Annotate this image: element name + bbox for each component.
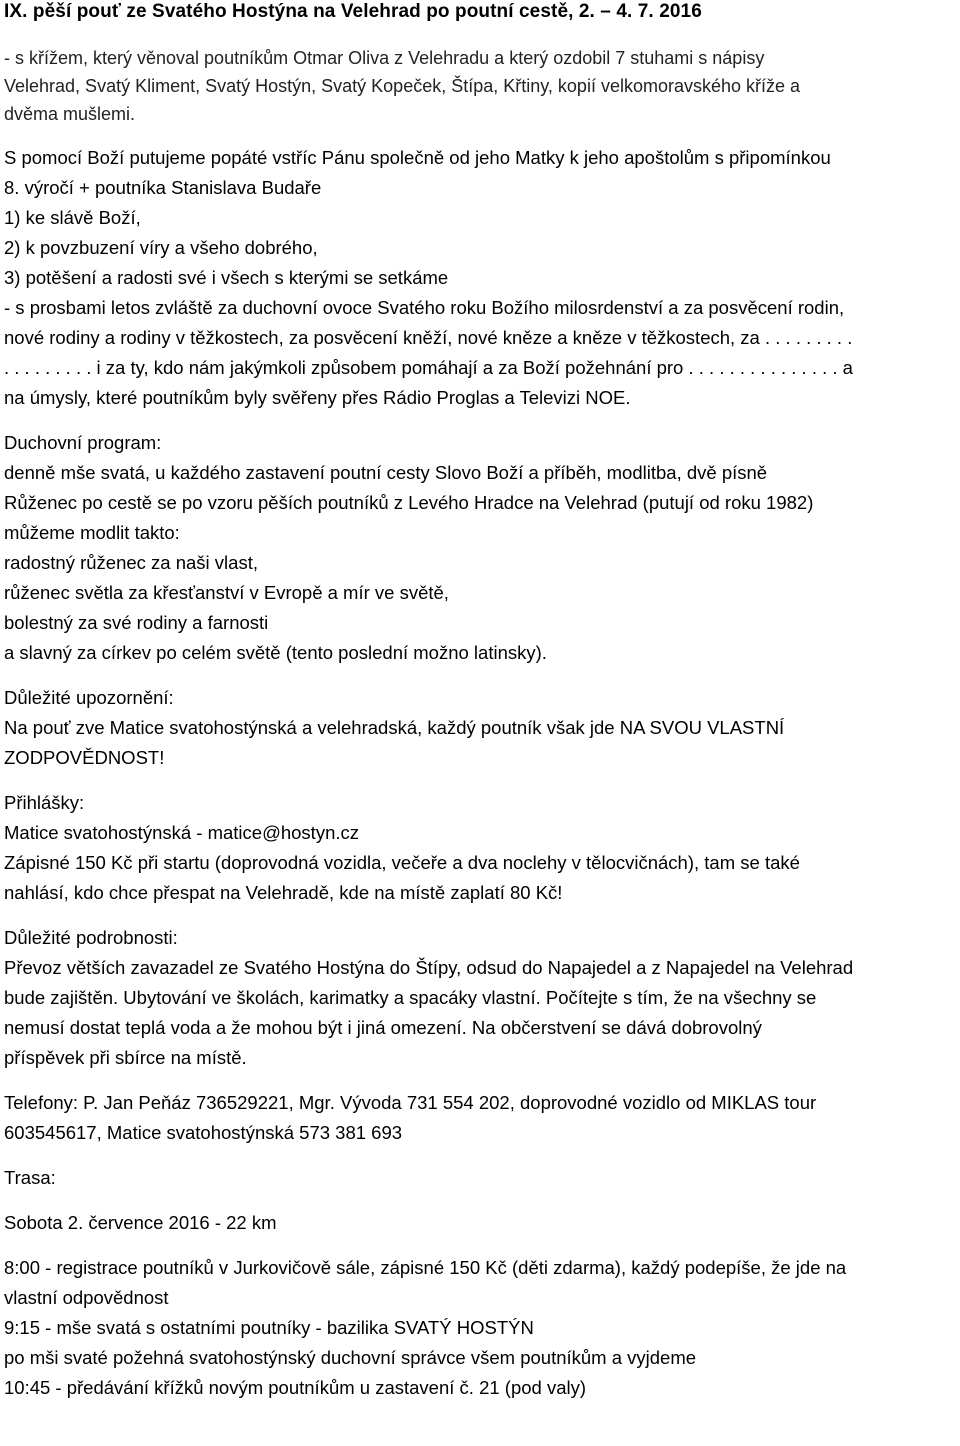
- schedule-line: 8:00 - registrace poutníků v Jurkovičově sále, zápisné 150 Kč (děti zdarma), každý podepíše, že jde na: [4, 1257, 847, 1278]
- schedule-line: 9:15 - mše svatá s ostatními poutníky - bazilika SVATÝ HOSTÝN: [4, 1317, 534, 1338]
- warning-line: Na pouť zve Matice svatohostýnská a velehradská, každý poutník však jde NA SVOU VLASTNÍ: [4, 717, 785, 738]
- registration-line: nahlásí, kdo chce přespat na Velehradě, kde na místě zaplatí 80 Kč!: [4, 882, 563, 903]
- schedule-line: 10:45 - předávání křížků novým poutníkům u zastavení č. 21 (pod valy): [4, 1377, 587, 1398]
- schedule-line: vlastní odpovědnost: [4, 1287, 169, 1308]
- warning-line: ZODPOVĚDNOST!: [4, 747, 165, 768]
- intro-line: dvěma mušlemi.: [4, 104, 136, 124]
- program-line: a slavný za církev po celém světě (tento poslední možno latinsky).: [4, 642, 547, 663]
- section-heading: Přihlášky:: [4, 792, 85, 813]
- intentions-line: nové rodiny a rodiny v těžkostech, za posvěcení kněží, nové kněze a kněze v těžkostech, za . . . . . . . . .: [4, 327, 853, 348]
- details-line: nemusí dostat teplá voda a že mohou být i jiná omezení. Na občerstvení se dává dobrovolný: [4, 1017, 762, 1038]
- intentions-line: 8. výročí + poutníka Stanislava Budaře: [4, 177, 322, 198]
- cross-description: [4, 44, 956, 128]
- registration-section: [4, 788, 956, 908]
- program-line: bolestný za své rodiny a farnosti: [4, 612, 269, 633]
- program-line: růženec světla za křesťanství v Evropě a mír ve světě,: [4, 582, 449, 603]
- intentions-line: 1) ke slávě Boží,: [4, 207, 141, 228]
- warning-section: [4, 683, 956, 773]
- day-heading: Sobota 2. července 2016 - 22 km: [4, 1212, 277, 1233]
- details-section: [4, 923, 956, 1073]
- details-line: bude zajištěn. Ubytování ve školách, karimatky a spacáky vlastní. Počítejte s tím, že na všechny se: [4, 987, 817, 1008]
- intentions-line: 2) k povzbuzení víry a všeho dobrého,: [4, 237, 318, 258]
- phones-line: Telefony: P. Jan Peňáz 736529221, Mgr. Vývoda 731 554 202, doprovodné vozidlo od MIKLAS tour: [4, 1092, 817, 1113]
- schedule-line: po mši svaté požehná svatohostýnský duchovní správce všem poutníkům a vyjdeme: [4, 1347, 697, 1368]
- intro-line: - s křížem, který věnoval poutníkům Otmar Oliva z Velehradu a který ozdobil 7 stuhami s nápisy: [4, 48, 765, 68]
- spiritual-program-section: [4, 428, 956, 668]
- intentions-line: - s prosbami letos zvláště za duchovní ovoce Svatého roku Božího milosrdenství a za posvěcení rodin,: [4, 297, 845, 318]
- document-page: [4, 0, 956, 1403]
- schedule-section: [4, 1253, 956, 1403]
- intentions-line: 3) potěšení a radosti své i všech s kterými se setkáme: [4, 267, 449, 288]
- registration-line: Matice svatohostýnská - matice@hostyn.cz: [4, 822, 359, 843]
- registration-line: Zápisné 150 Kč při startu (doprovodná vozidla, večeře a dva noclehy v tělocvičnách), tam se také: [4, 852, 800, 873]
- intentions-line: S pomocí Boží putujeme popáté vstříc Pánu společně od jeho Matky k jeho apoštolům s připomínkou: [4, 147, 831, 168]
- intentions-paragraph: [4, 143, 956, 413]
- intentions-line: . . . . . . . . . i za ty, kdo nám jakýmkoli způsobem pomáhají a za Boží požehnání pro . . . . . . . . . . . . . . . a: [4, 357, 853, 378]
- program-line: denně mše svatá, u každého zastavení poutní cesty Slovo Boží a příběh, modlitba, dvě písně: [4, 462, 768, 483]
- program-line: můžeme modlit takto:: [4, 522, 180, 543]
- route-label: Trasa:: [4, 1167, 56, 1188]
- route-section: [4, 1163, 956, 1193]
- intro-line: Velehrad, Svatý Kliment, Svatý Hostýn, Svatý Kopeček, Štípa, Křtiny, kopií velkomoravského kříže a: [4, 76, 801, 96]
- details-line: příspěvek při sbírce na místě.: [4, 1047, 247, 1068]
- day-section: [4, 1208, 956, 1238]
- program-line: Růženec po cestě se po vzoru pěších poutníků z Levého Hradce na Velehrad (putují od roku 1982): [4, 492, 814, 513]
- document-title: IX. pěší pouť ze Svatého Hostýna na Velehrad po poutní cestě, 2. – 4. 7. 2016: [4, 1, 702, 22]
- section-heading: Důležité podrobnosti:: [4, 927, 178, 948]
- phones-section: [4, 1088, 956, 1148]
- program-line: radostný růženec za naši vlast,: [4, 552, 258, 573]
- intentions-line: na úmysly, které poutníkům byly svěřeny přes Rádio Proglas a Televizi NOE.: [4, 387, 631, 408]
- phones-line: 603545617, Matice svatohostýnská 573 381 693: [4, 1122, 403, 1143]
- section-heading: Duchovní program:: [4, 432, 162, 453]
- details-line: Převoz větších zavazadel ze Svatého Hostýna do Štípy, odsud do Napajedel a z Napajedel na Velehrad: [4, 957, 854, 978]
- section-heading: Důležité upozornění:: [4, 687, 174, 708]
